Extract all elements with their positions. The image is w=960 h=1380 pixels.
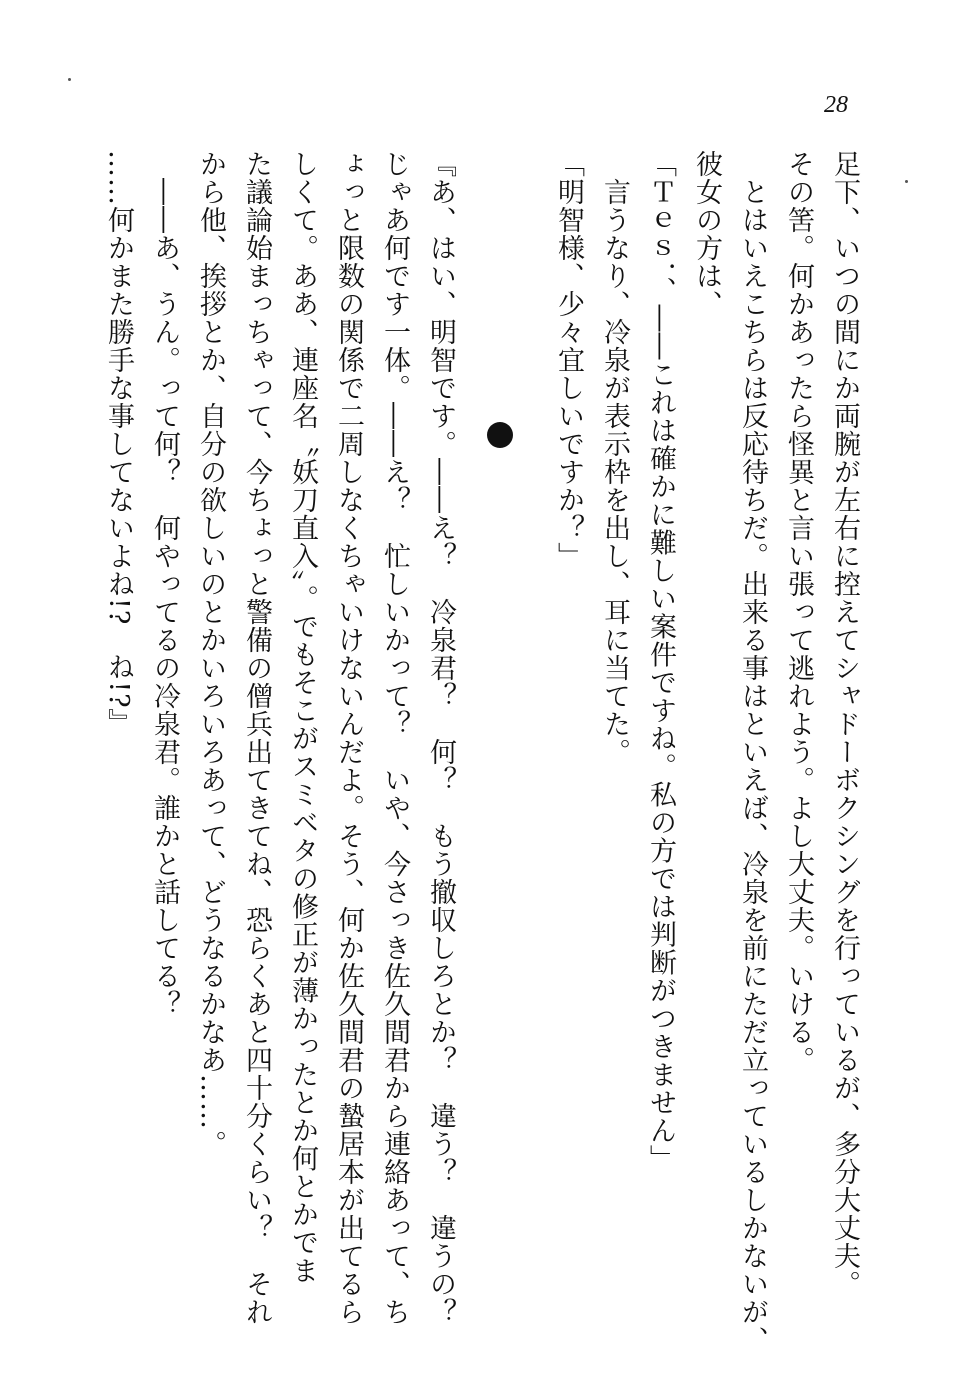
text-column: 足下、いつの間にか両腕が左右に控えてシャドーボクシングを行っているが、多分大丈夫。 xyxy=(829,150,860,1298)
text-column: 「明智様、少々宜しいですか？」 xyxy=(553,150,584,570)
text-column: から他、挨拶とか、自分の欲しいのとかいろいろあって、どうなるかなあ……。 xyxy=(195,150,226,1158)
text-column: その筈。何かあったら怪異と言い張って逃れよう。よし大丈夫。いける。 xyxy=(783,150,814,1074)
text-column: 言うなり、冷泉が表示枠を出し、耳に当てた。 xyxy=(599,150,630,766)
text-column: た議論始まっちゃって、今ちょっと警備の僧兵出てきてね、恐らくあと四十分くらい？ それ xyxy=(241,150,272,1326)
text-column: とはいえこちらは反応待ちだ。出来る事はといえば、冷泉を前にただ立っているしかないが、 xyxy=(737,150,768,1354)
text-column: ょっと限数の関係で二周しなくちゃいけないんだよ。そう、何か佐久間君の蟄居本が出てるら xyxy=(333,150,364,1326)
scan-speck xyxy=(905,180,908,183)
text-column: ――あ、うん。って何？ 何やってるの冷泉君。誰かと話してる？ xyxy=(149,150,180,1018)
text-column: 『あ、はい、明智です。――え？ 冷泉君？ 何？ もう撤収しろとか？ 違う？ 違うの？ xyxy=(425,150,456,1326)
page-number: 28 xyxy=(824,92,848,118)
scan-speck xyxy=(68,78,71,81)
text-column: ……何かまた勝手な事してないよね!? ね!?』 xyxy=(103,150,134,737)
text-column: じゃあ何です一体。――え？ 忙しいかって？ いや、今さっき佐久間君から連絡あって、ち xyxy=(379,150,410,1326)
text-column: 彼女の方は、 xyxy=(691,150,722,318)
text-column: 「Ｔｅｓ．、――これは確かに難しい案件ですね。私の方では判断がつきません」 xyxy=(645,150,676,1173)
text-column: しくて。ああ、連座名〝妖刀直入〟。でもそこがスミベタの修正が薄かったとか何とかでま xyxy=(287,150,318,1285)
section-break-dot xyxy=(487,422,513,448)
